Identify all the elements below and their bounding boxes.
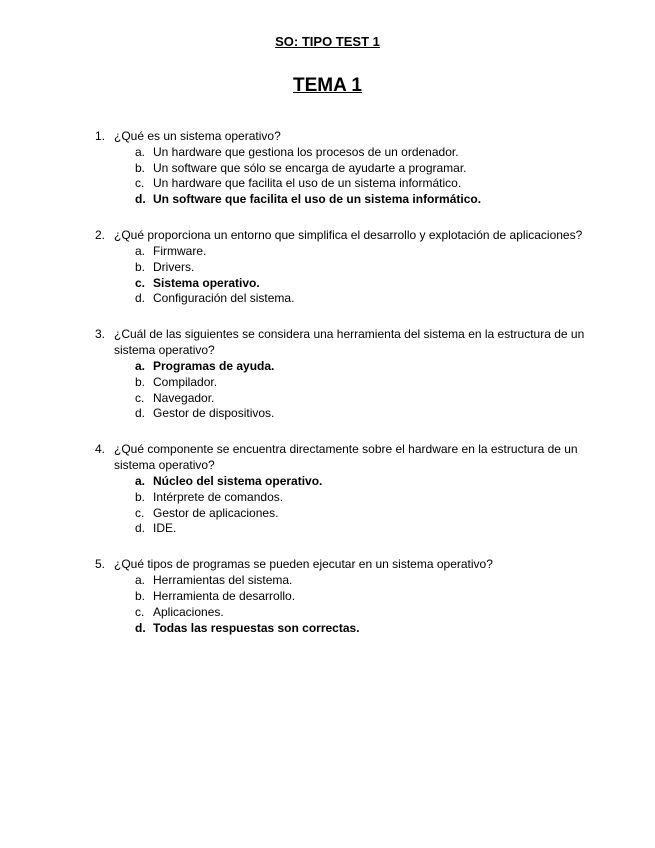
- question-row: [95, 557, 610, 573]
- option-text: Programas de ayuda.: [153, 358, 275, 373]
- option-letter: d.: [135, 406, 146, 421]
- question-text: ¿Cuál de las siguientes se considera una herramienta del sistema en la estructura de un sistema operativo?: [114, 327, 585, 358]
- question-text: ¿Qué es un sistema operativo?: [114, 129, 281, 143]
- question-row: [95, 327, 610, 359]
- answer-option: [135, 176, 610, 192]
- option-text: Gestor de aplicaciones.: [153, 505, 279, 520]
- option-text: Un software que facilita el uso de un sistema informático.: [153, 192, 482, 207]
- option-list: [135, 359, 610, 422]
- option-list: [135, 145, 610, 208]
- option-text: IDE.: [153, 521, 177, 536]
- option-list: [135, 573, 610, 636]
- option-letter: a.: [135, 573, 146, 588]
- answer-option: [135, 145, 610, 161]
- option-text: Gestor de dispositivos.: [153, 406, 275, 421]
- answer-option: [135, 359, 610, 375]
- answer-option: [135, 276, 610, 292]
- question-row: [95, 228, 610, 244]
- option-letter: b.: [135, 588, 146, 603]
- answer-option: [135, 490, 610, 506]
- option-letter: c.: [135, 604, 145, 619]
- option-text: Aplicaciones.: [153, 604, 224, 619]
- question-list: [95, 129, 610, 636]
- answer-option: [135, 589, 610, 605]
- question-text: ¿Qué tipos de programas se pueden ejecutar en un sistema operativo?: [114, 557, 493, 572]
- option-letter: a.: [135, 243, 146, 258]
- option-letter: d.: [135, 291, 146, 306]
- question-number: 3.: [95, 327, 106, 342]
- question-row: [95, 442, 610, 474]
- option-list: [135, 244, 610, 307]
- question-number: 4.: [95, 442, 106, 457]
- option-text: Un software que sólo se encarga de ayudarte a programar.: [153, 160, 467, 175]
- option-text: Herramientas del sistema.: [153, 573, 293, 588]
- answer-option: [135, 192, 610, 208]
- option-letter: a.: [135, 358, 146, 373]
- question-block: [95, 228, 610, 307]
- option-text: Drivers.: [153, 259, 195, 274]
- option-text: Sistema operativo.: [153, 275, 260, 290]
- option-letter: c.: [135, 176, 145, 191]
- answer-option: [135, 391, 610, 407]
- answer-option: [135, 521, 610, 537]
- answer-option: [135, 244, 610, 260]
- answer-option: [135, 375, 610, 391]
- option-text: Configuración del sistema.: [153, 291, 295, 306]
- question-block: [95, 557, 610, 636]
- option-letter: a.: [135, 144, 146, 159]
- option-letter: b.: [135, 489, 146, 504]
- option-letter: c.: [135, 505, 145, 520]
- question-text: ¿Qué componente se encuentra directamente sobre el hardware en la estructura de un sistema operativo?: [114, 442, 578, 473]
- option-letter: d.: [135, 521, 146, 536]
- option-text: Compilador.: [153, 374, 218, 389]
- option-text: Firmware.: [153, 243, 207, 258]
- question-number: 2.: [95, 228, 106, 243]
- option-text: Intérprete de comandos.: [153, 489, 284, 504]
- document-title: SO: TIPO TEST 1: [275, 34, 380, 49]
- answer-option: [135, 605, 610, 621]
- answer-option: [135, 260, 610, 276]
- answer-option: [135, 406, 610, 422]
- option-letter: b.: [135, 259, 146, 274]
- option-text: Navegador.: [153, 390, 215, 405]
- option-letter: a.: [135, 473, 146, 488]
- option-text: Herramienta de desarrollo.: [153, 588, 296, 603]
- option-letter: d.: [135, 620, 146, 635]
- option-text: Un hardware que facilita el uso de un sistema informático.: [153, 176, 462, 191]
- question-number: 5.: [95, 557, 106, 572]
- question-number: 1.: [95, 129, 106, 143]
- answer-option: [135, 161, 610, 177]
- question-block: [95, 327, 610, 422]
- option-letter: b.: [135, 160, 146, 175]
- option-text: Todas las respuestas son correctas.: [153, 620, 360, 635]
- document-heading: TEMA 1: [293, 75, 362, 96]
- answer-option: [135, 621, 610, 637]
- answer-option: [135, 291, 610, 307]
- option-letter: b.: [135, 374, 146, 389]
- answer-option: [135, 474, 610, 490]
- question-block: [95, 442, 610, 537]
- option-list: [135, 474, 610, 537]
- question-text: ¿Qué proporciona un entorno que simplifica el desarrollo y explotación de aplicaciones?: [114, 228, 583, 243]
- question-row: [95, 129, 610, 145]
- option-text: Un hardware que gestiona los procesos de un ordenador.: [153, 144, 459, 159]
- option-letter: c.: [135, 275, 146, 290]
- option-text: Núcleo del sistema operativo.: [153, 473, 323, 488]
- question-block: [95, 129, 610, 208]
- option-letter: c.: [135, 390, 145, 405]
- answer-option: [135, 506, 610, 522]
- answer-option: [135, 573, 610, 589]
- option-letter: d.: [135, 192, 146, 207]
